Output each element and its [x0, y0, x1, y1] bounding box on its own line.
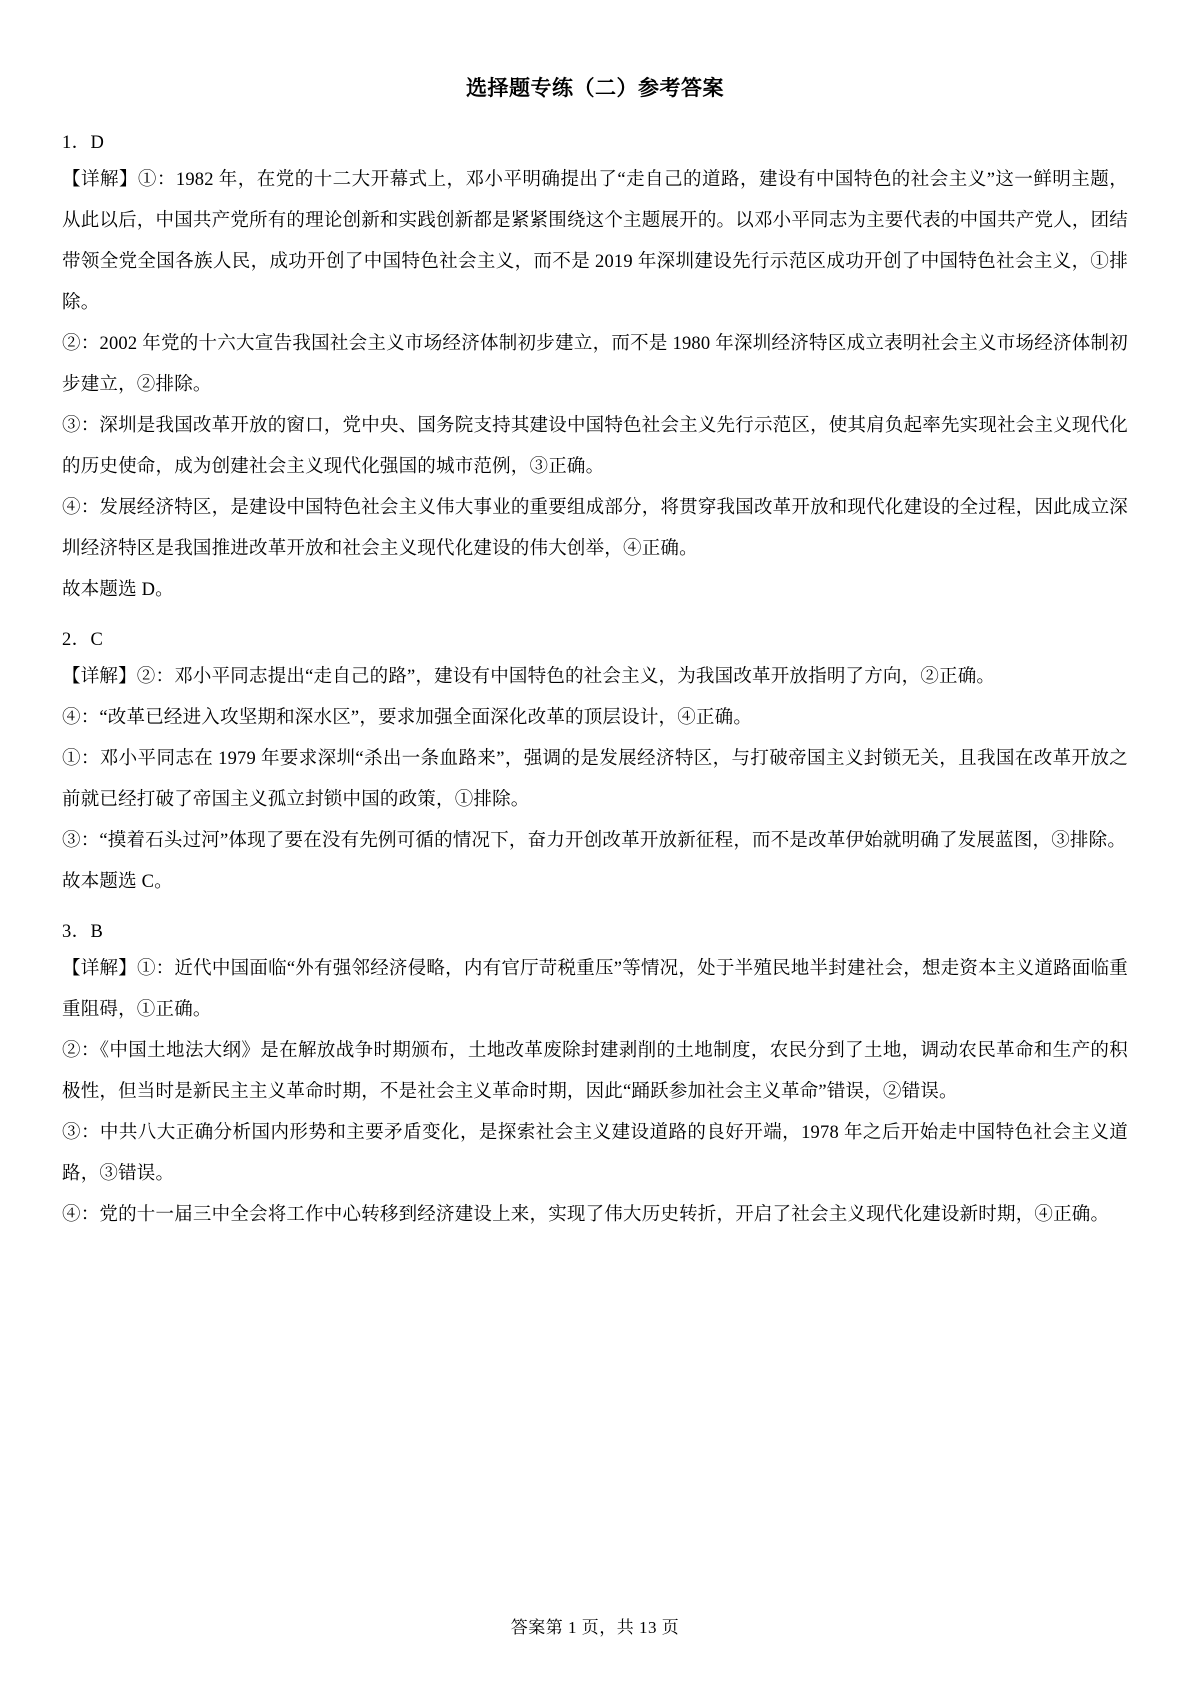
- answer-block-2: [62, 625, 1128, 903]
- answer-block-1: [62, 128, 1128, 611]
- answer-block-3: [62, 917, 1128, 1236]
- question-number-2: 2．C: [62, 630, 104, 650]
- explanation-paragraph: ④：发展经济特区，是建设中国特色社会主义伟大事业的重要组成部分，将贯穿我国改革开放和现代化建设的全过程，因此成立深圳经济特区是我国推进改革开放和社会主义现代化建设的伟大创举，④正确。: [62, 498, 1128, 559]
- question-number-1: 1．D: [62, 133, 105, 153]
- page-footer: 答案第 1 页，共 13 页: [510, 1618, 680, 1637]
- explanation-paragraph: 【详解】①：近代中国面临“外有强邻经济侵略，内有官厅苛税重压”等情况，处于半殖民地半封建社会，想走资本主义道路面临重重阻碍，①正确。: [62, 959, 1128, 1020]
- page-title: 选择题专练（二）参考答案: [466, 76, 724, 100]
- explanation-paragraph: ③：深圳是我国改革开放的窗口，党中央、国务院支持其建设中国特色社会主义先行示范区，使其肩负起率先实现社会主义现代化的历史使命，成为创建社会主义现代化强国的城市范例，③正确。: [62, 416, 1128, 477]
- explanation-paragraph: ④：党的十一届三中全会将工作中心转移到经济建设上来，实现了伟大历史转折，开启了社会主义现代化建设新时期，④正确。: [62, 1205, 1110, 1225]
- explanation-paragraph: ②：2002 年党的十六大宣告我国社会主义市场经济体制初步建立，而不是 1980 年深圳经济特区成立表明社会主义市场经济体制初步建立，②排除。: [62, 334, 1128, 395]
- explanation-paragraph: 【详解】①：1982 年，在党的十二大开幕式上，邓小平明确提出了“走自己的道路，建设有中国特色的社会主义”这一鲜明主题，从此以后，中国共产党所有的理论创新和实践创新都是紧紧围绕这个主题展开的。以邓小平同志为主要代表的中国共产党人，团结带领全党全国各族人民，成功开创了中国特色社会主义，而不是 2019 年深圳建设先行示范区成功开创了中国特色社会主义，①排除。: [62, 170, 1128, 313]
- explanation-paragraph: ①：邓小平同志在 1979 年要求深圳“杀出一条血路来”，强调的是发展经济特区，与打破帝国主义封锁无关，且我国在改革开放之前就已经打破了帝国主义孤立封锁中国的政策，①排除。: [62, 749, 1128, 810]
- explanation-paragraph: ②：《中国土地法大纲》是在解放战争时期颁布，土地改革废除封建剥削的土地制度，农民分到了土地，调动农民革命和生产的积极性，但当时是新民主主义革命时期，不是社会主义革命时期，因此“踊跃参加社会主义革命”错误，②错误。: [62, 1041, 1128, 1102]
- explanation-paragraph: ④：“改革已经进入攻坚期和深水区”，要求加强全面深化改革的顶层设计，④正确。: [62, 708, 753, 728]
- conclusion-paragraph: 故本题选 D。: [62, 580, 174, 600]
- explanation-paragraph: ③：“摸着石头过河”体现了要在没有先例可循的情况下，奋力开创改革开放新征程，而不是改革伊始就明确了发展蓝图，③排除。: [62, 831, 1127, 851]
- explanation-paragraph: 【详解】②：邓小平同志提出“走自己的路”，建设有中国特色的社会主义，为我国改革开放指明了方向，②正确。: [62, 667, 996, 687]
- conclusion-paragraph: 故本题选 C。: [62, 872, 173, 892]
- question-number-3: 3．B: [62, 922, 104, 942]
- explanation-paragraph: ③：中共八大正确分析国内形势和主要矛盾变化，是探索社会主义建设道路的良好开端，1978 年之后开始走中国特色社会主义道路，③错误。: [62, 1123, 1128, 1184]
